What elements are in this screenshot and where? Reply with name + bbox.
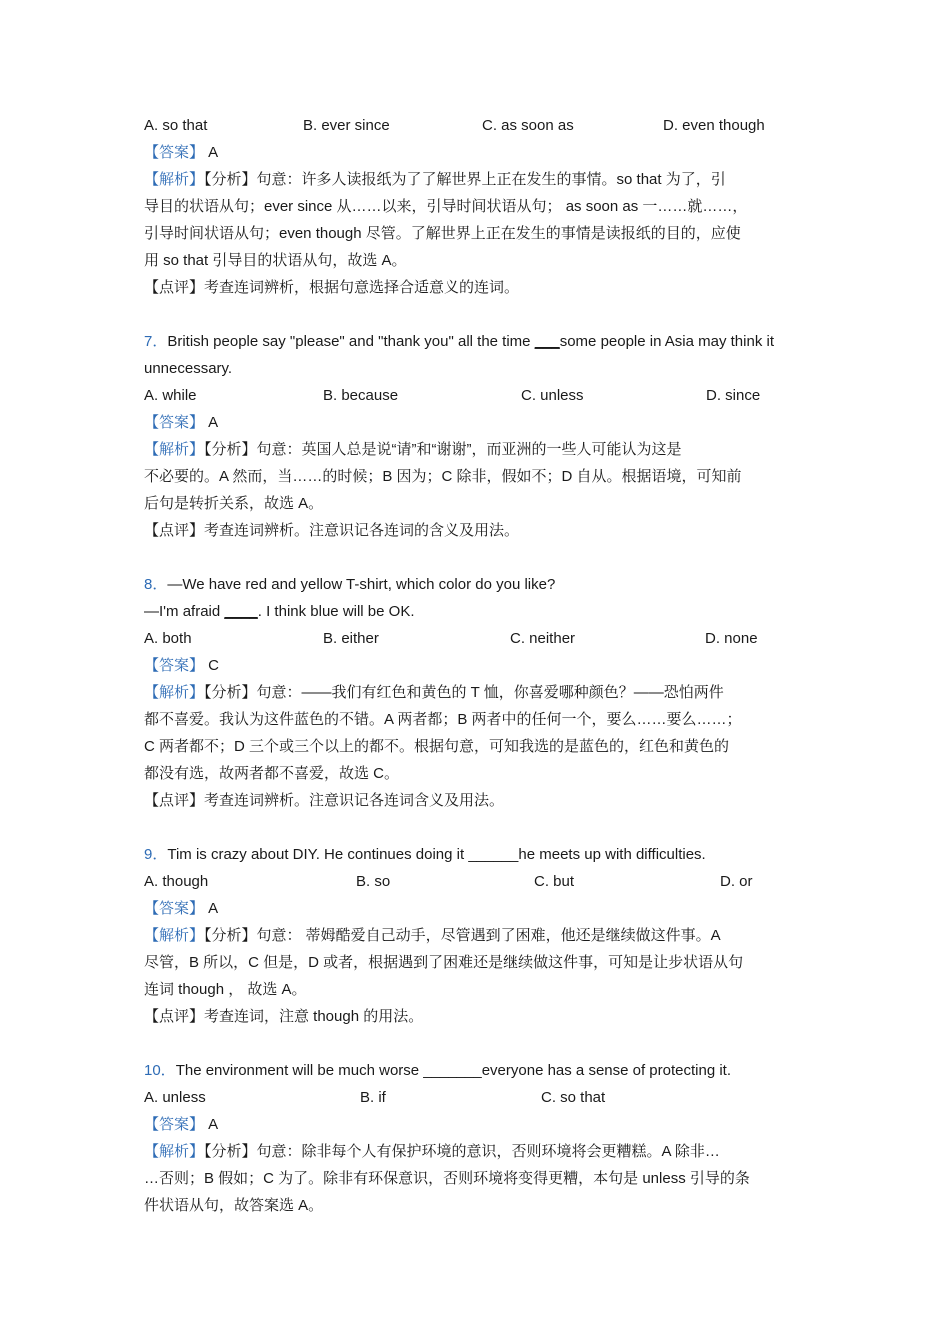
q8-analysis-line: C 两者都不；D 三个或三个以上的都不。根据句意，可知我选的是蓝色的，红色和黄色的 — [144, 738, 730, 755]
q7-comment: 【点评】考查连词辨析。注意识记各连词的含义及用法。 — [144, 522, 520, 539]
q10-option-a: A. unless — [144, 1089, 206, 1106]
q10-analysis-line: …否则；B 假如；C 为了。除非有环保意识，否则环境将变得更糟，本句是 unless 引导的条 — [144, 1170, 750, 1187]
analysis-text: 【分析】句意： 蒂姆酷爱自己动手，尽管遇到了困难，他还是继续做这件事。A — [204, 927, 721, 944]
q7-analysis-line: 不必要的。A 然而，当……的时候；B 因为；C 除非，假如不；D 自从。根据语境，可知前 — [144, 468, 742, 485]
q6-analysis-line: 引导时间状语从句；even though 尽管。了解世界上正在发生的事情是读报纸的目的，应使 — [144, 225, 741, 242]
q9-analysis-line — [144, 922, 808, 949]
answer-tag: 【答案】 — [144, 1116, 205, 1133]
q6-answer — [144, 139, 808, 166]
q8-analysis-line: 都没有选，故两者都不喜爱，故选 C。 — [144, 765, 400, 782]
q7-options — [144, 382, 808, 409]
q9-options — [144, 868, 808, 895]
answer-tag: 【答案】 — [144, 144, 205, 161]
answer-value: C — [204, 657, 220, 674]
answer-blank: ____ — [224, 603, 258, 620]
q9-stem: 9．Tim is crazy about DIY. He continues doing it ______he meets up with difficulties. — [144, 846, 706, 863]
q8-analysis-line: 都不喜爱。我认为这件蓝色的不错。A 两者都；B 两者中的任何一个，要么……要么……； — [144, 711, 742, 728]
q8-answer — [144, 652, 808, 679]
question-number: 7． — [144, 333, 168, 350]
answer-blank: _______ — [423, 1062, 482, 1079]
answer-value: A — [204, 414, 219, 431]
q7-answer — [144, 409, 808, 436]
q6-analysis-line: 用 so that 引导目的状语从句，故选 A。 — [144, 252, 407, 269]
q9-option-b: B. so — [356, 873, 391, 890]
q6-option-a: A. so that — [144, 117, 208, 134]
answer-tag: 【答案】 — [144, 657, 205, 674]
q8-option-c: C. neither — [510, 630, 576, 647]
q10-answer — [144, 1111, 808, 1138]
q8-comment: 【点评】考查连词辨析。注意识记各连词含义及用法。 — [144, 792, 505, 809]
q6-option-b: B. ever since — [303, 117, 390, 134]
answer-value: A — [204, 1116, 219, 1133]
q7-option-a: A. while — [144, 387, 197, 404]
q8-stem-line-2: —I'm afraid ____. I think blue will be OK. — [144, 603, 415, 620]
q9-option-d: D. or — [720, 873, 753, 890]
q8-stem: 8．—We have red and yellow T-shirt, which color do you like? — [144, 576, 556, 593]
q7-option-b: B. because — [323, 387, 399, 404]
q7-option-d: D. since — [706, 387, 761, 404]
q8-option-d: D. none — [705, 630, 758, 647]
q10-option-b: B. if — [360, 1089, 386, 1106]
analysis-text: 【分析】句意：——我们有红色和黄色的 T 恤，你喜爱哪种颜色？——恐怕两件 — [204, 684, 724, 701]
q8-option-a: A. both — [144, 630, 192, 647]
answer-value: A — [204, 144, 219, 161]
analysis-tag: 【解析】 — [144, 1143, 205, 1160]
page-content — [144, 112, 808, 1219]
answer-blank: ___ — [534, 333, 560, 350]
analysis-tag: 【解析】 — [144, 927, 205, 944]
q6-option-c: C. as soon as — [482, 117, 574, 134]
question-number: 10． — [144, 1062, 176, 1079]
question-number: 9． — [144, 846, 168, 863]
analysis-tag: 【解析】 — [144, 171, 205, 188]
q6-option-d: D. even though — [663, 117, 765, 134]
answer-blank: ______ — [468, 846, 519, 863]
q9-option-c: C. but — [534, 873, 575, 890]
q6-analysis-line: 导目的状语从句；ever since 从……以来，引导时间状语从句； as soon as 一……就……， — [144, 198, 748, 215]
analysis-text: 【分析】句意：除非每个人有保护环境的意识，否则环境将会更糟糕。A 除非… — [204, 1143, 720, 1160]
q8-analysis-line — [144, 679, 808, 706]
q10-analysis-line — [144, 1138, 808, 1165]
answer-tag: 【答案】 — [144, 414, 205, 431]
answer-value: A — [204, 900, 219, 917]
q8-option-b: B. either — [323, 630, 379, 647]
q7-analysis-line — [144, 436, 808, 463]
q7-option-c: C. unless — [521, 387, 584, 404]
q6-analysis-line — [144, 166, 808, 193]
q6-comment: 【点评】考查连词辨析，根据句意选择合适意义的连词。 — [144, 279, 520, 296]
q9-analysis-line: 连词 though ， 故选 A。 — [144, 981, 307, 998]
q10-analysis-line: 件状语从句，故答案选 A。 — [144, 1197, 324, 1214]
q10-stem: 10．The environment will be much worse _______everyone has a sense of protecting it. — [144, 1062, 732, 1079]
q10-options — [144, 1084, 808, 1111]
analysis-tag: 【解析】 — [144, 684, 205, 701]
analysis-text: 【分析】句意：许多人读报纸为了了解世界上正在发生的事情。so that 为了，引 — [204, 171, 726, 188]
q6-options — [144, 112, 808, 139]
q7-stem: 7．British people say "please" and "thank you" all the time ___some people in Asia may think it — [144, 333, 774, 350]
q9-answer — [144, 895, 808, 922]
question-number: 8． — [144, 576, 168, 593]
analysis-text: 【分析】句意：英国人总是说“请”和“谢谢”，而亚洲的一些人可能认为这是 — [204, 441, 682, 458]
q10-option-c: C. so that — [541, 1089, 606, 1106]
q9-comment: 【点评】考查连词，注意 though 的用法。 — [144, 1008, 424, 1025]
q9-option-a: A. though — [144, 873, 209, 890]
analysis-tag: 【解析】 — [144, 441, 205, 458]
q7-stem-line-2: unnecessary. — [144, 360, 233, 377]
answer-tag: 【答案】 — [144, 900, 205, 917]
q9-analysis-line: 尽管，B 所以，C 但是，D 或者，根据遇到了困难还是继续做这件事，可知是让步状语从句 — [144, 954, 744, 971]
q7-analysis-line: 后句是转折关系，故选 A。 — [144, 495, 324, 512]
q8-options — [144, 625, 808, 652]
